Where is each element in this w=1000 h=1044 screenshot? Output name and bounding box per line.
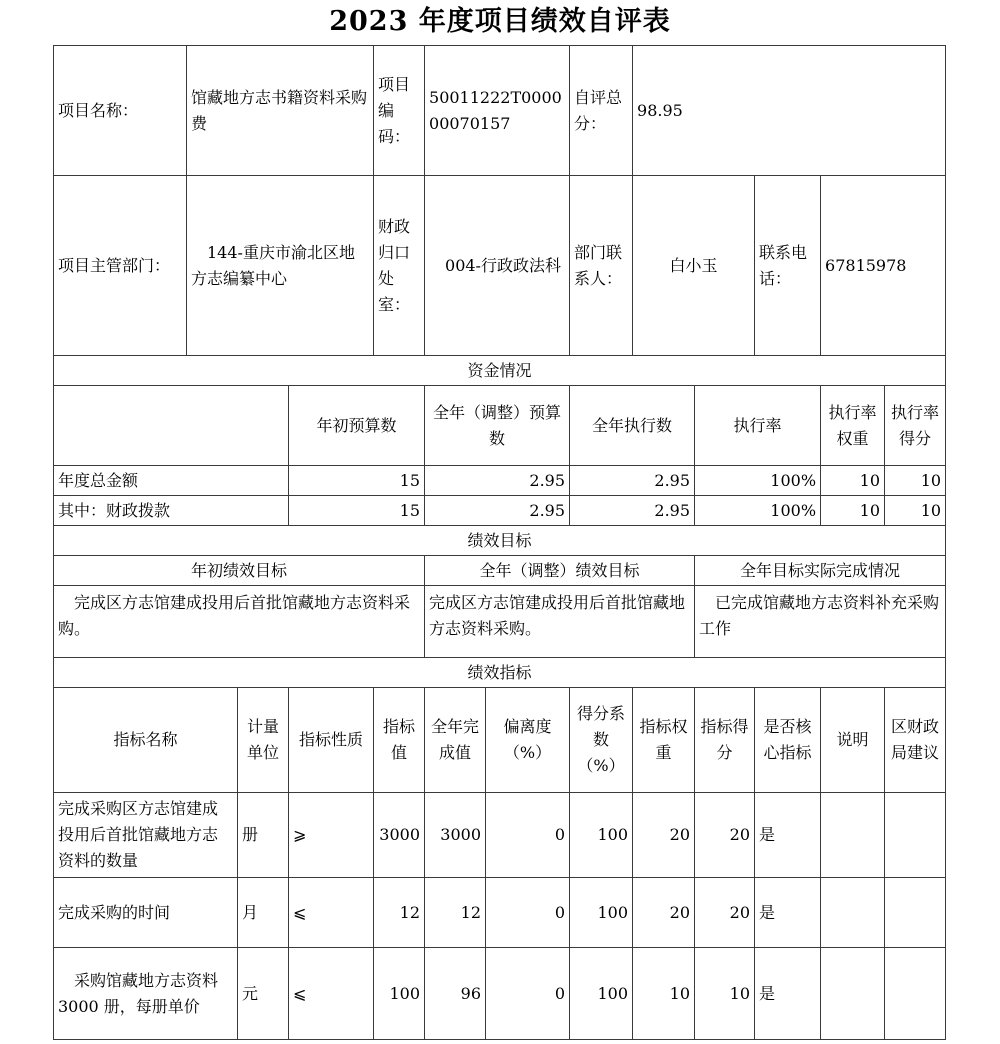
funds-header-row: [54, 386, 946, 466]
ind-coef: 100: [570, 948, 633, 1040]
ind-coef: 100: [570, 878, 633, 948]
finance-office-label: 财政归口处室：: [374, 176, 425, 356]
goal-adjusted-text: 完成区方志馆建成投用后首批馆藏地方志资料采购。: [425, 586, 695, 658]
funds-cell: 10: [821, 496, 885, 526]
funds-row-label: 年度总金额: [54, 466, 289, 496]
dept-label: 项目主管部门：: [54, 176, 187, 356]
phone-number: 67815978: [821, 176, 946, 356]
ind-header-name: 指标名称: [54, 688, 238, 793]
indicator-row: [54, 948, 946, 1040]
ind-note: [821, 878, 885, 948]
funds-cell: 10: [821, 466, 885, 496]
goals-header-adjusted: 全年（调整）绩效目标: [425, 556, 695, 586]
funds-cell: 10: [885, 496, 946, 526]
ind-name: 完成采购的时间: [54, 878, 238, 948]
indicator-row: [54, 793, 946, 878]
ind-advice: [885, 793, 946, 878]
indicators-section-title: 绩效指标: [54, 658, 946, 688]
ind-header-actual: 全年完成值: [425, 688, 486, 793]
project-info-row-2: [54, 176, 946, 356]
funds-section-title: 资金情况: [54, 356, 946, 386]
ind-deviation: 0: [486, 948, 570, 1040]
ind-unit: 月: [238, 878, 289, 948]
ind-score: 20: [695, 878, 755, 948]
funds-header-rate-score: 执行率得分: [885, 386, 946, 466]
ind-advice: [885, 948, 946, 1040]
funds-cell: 100%: [695, 466, 821, 496]
ind-header-target: 指标值: [374, 688, 425, 793]
funds-row-label: 其中：财政拨款: [54, 496, 289, 526]
ind-score: 20: [695, 793, 755, 878]
funds-row-fiscal: [54, 496, 946, 526]
funds-header-initial-budget: 年初预算数: [289, 386, 425, 466]
funds-header-adjusted-budget: 全年（调整）预算数: [425, 386, 570, 466]
ind-note: [821, 948, 885, 1040]
ind-name: 完成采购区方志馆建成投用后首批馆藏地方志资料的数量: [54, 793, 238, 878]
funds-cell: 2.95: [570, 496, 695, 526]
ind-header-core: 是否核心指标: [755, 688, 821, 793]
ind-actual: 96: [425, 948, 486, 1040]
project-name: 馆藏地方志书籍资料采购费: [187, 46, 374, 176]
funds-header-executed: 全年执行数: [570, 386, 695, 466]
ind-header-advice: 区财政局建议: [885, 688, 946, 793]
phone-label: 联系电话：: [755, 176, 821, 356]
project-info-row-1: [54, 46, 946, 176]
contact-label: 部门联系人：: [570, 176, 633, 356]
ind-core: 是: [755, 878, 821, 948]
project-code: 50011222T000000070157: [425, 46, 570, 176]
project-code-label: 项目编码：: [374, 46, 425, 176]
ind-header-deviation: 偏离度（%）: [486, 688, 570, 793]
funds-section-row: [54, 356, 946, 386]
funds-cell: 15: [289, 496, 425, 526]
ind-advice: [885, 878, 946, 948]
ind-unit: 册: [238, 793, 289, 878]
ind-target: 3000: [374, 793, 425, 878]
ind-target: 12: [374, 878, 425, 948]
indicators-header-row: [54, 688, 946, 793]
ind-note: [821, 793, 885, 878]
indicator-row: [54, 878, 946, 948]
evaluation-table: [53, 45, 946, 1040]
ind-coef: 100: [570, 793, 633, 878]
finance-office: 004-行政政法科: [425, 176, 570, 356]
ind-nature: ⩾: [289, 793, 374, 878]
ind-header-score: 指标得分: [695, 688, 755, 793]
goals-header-actual: 全年目标实际完成情况: [695, 556, 946, 586]
ind-nature: ⩽: [289, 948, 374, 1040]
goals-header-initial: 年初绩效目标: [54, 556, 425, 586]
funds-cell: 15: [289, 466, 425, 496]
funds-cell: 2.95: [425, 496, 570, 526]
funds-row-total: [54, 466, 946, 496]
funds-header-rate-weight: 执行率权重: [821, 386, 885, 466]
ind-actual: 12: [425, 878, 486, 948]
ind-actual: 3000: [425, 793, 486, 878]
ind-header-weight: 指标权重: [633, 688, 695, 793]
self-score-label: 自评总分：: [570, 46, 633, 176]
funds-cell: 2.95: [425, 466, 570, 496]
ind-header-nature: 指标性质: [289, 688, 374, 793]
goals-header-row: [54, 556, 946, 586]
ind-core: 是: [755, 948, 821, 1040]
goals-content-row: [54, 586, 946, 658]
goals-section-title: 绩效目标: [54, 526, 946, 556]
funds-header-rate: 执行率: [695, 386, 821, 466]
ind-header-unit: 计量单位: [238, 688, 289, 793]
ind-deviation: 0: [486, 878, 570, 948]
funds-cell: 2.95: [570, 466, 695, 496]
ind-unit: 元: [238, 948, 289, 1040]
ind-header-coef: 得分系数（%）: [570, 688, 633, 793]
goal-actual-text: 已完成馆藏地方志资料补充采购工作: [695, 586, 946, 658]
goal-initial-text: 完成区方志馆建成投用后首批馆藏地方志资料采购。: [54, 586, 425, 658]
ind-header-note: 说明: [821, 688, 885, 793]
ind-weight: 10: [633, 948, 695, 1040]
funds-header-blank: [54, 386, 289, 466]
indicators-section-row: [54, 658, 946, 688]
ind-nature: ⩽: [289, 878, 374, 948]
goals-section-row: [54, 526, 946, 556]
dept-name: 144-重庆市渝北区地方志编纂中心: [187, 176, 374, 356]
ind-weight: 20: [633, 793, 695, 878]
ind-score: 10: [695, 948, 755, 1040]
ind-name: 采购馆藏地方志资料 3000 册，每册单价: [54, 948, 238, 1040]
ind-target: 100: [374, 948, 425, 1040]
funds-cell: 10: [885, 466, 946, 496]
contact-person: 白小玉: [633, 176, 755, 356]
ind-weight: 20: [633, 878, 695, 948]
ind-deviation: 0: [486, 793, 570, 878]
document-title: 2023 年度项目绩效自评表: [329, 6, 671, 37]
self-score: 98.95: [633, 46, 946, 176]
project-name-label: 项目名称：: [54, 46, 187, 176]
ind-core: 是: [755, 793, 821, 878]
funds-cell: 100%: [695, 496, 821, 526]
